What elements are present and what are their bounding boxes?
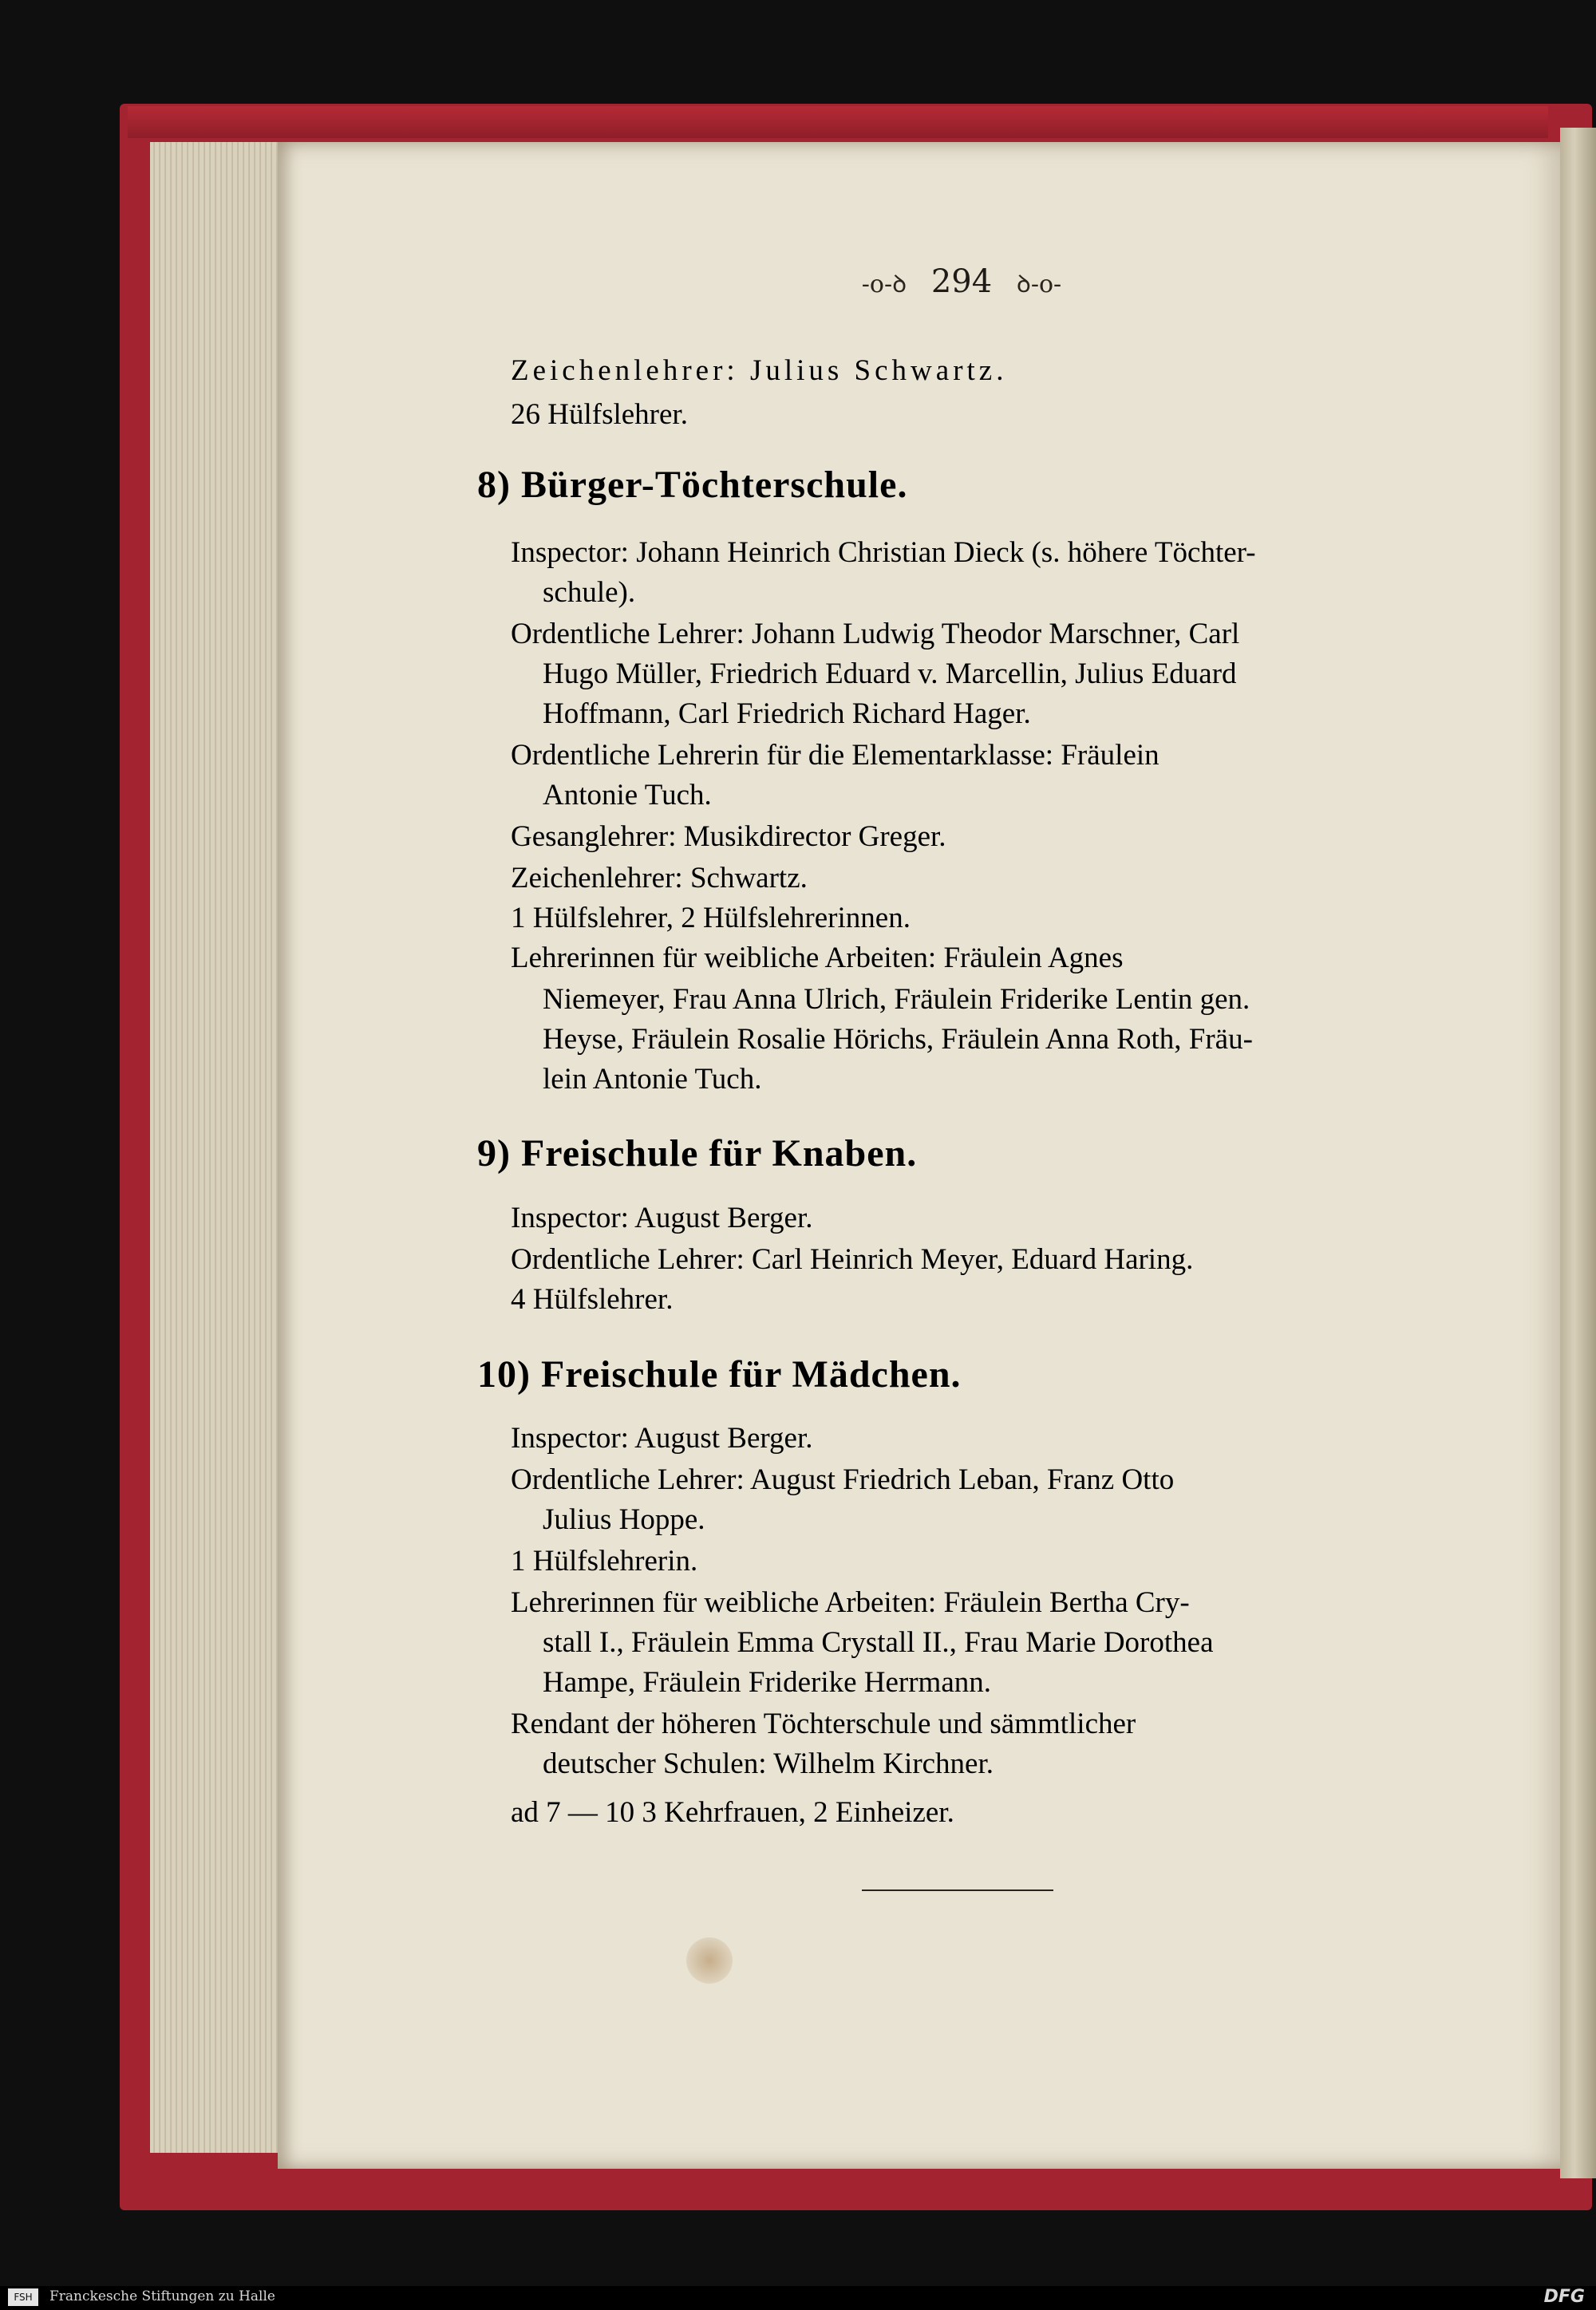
text-line: Inspector: Johann Heinrich Christian Dieck (s. höhere Töchter- xyxy=(511,536,1256,569)
text-line: Zeichenlehrer: Schwartz. xyxy=(511,862,808,894)
dfg-logo: DFG xyxy=(1543,2287,1585,2307)
text-line: Ordentliche Lehrer: Carl Heinrich Meyer, Eduard Haring. xyxy=(511,1243,1194,1276)
institution-name: Franckesche Stiftungen zu Halle xyxy=(49,2288,275,2304)
text-line: Ordentliche Lehrer: Johann Ludwig Theodor Marschner, Carl xyxy=(511,618,1240,650)
cover-top-edge xyxy=(128,106,1548,138)
page-number-row xyxy=(830,263,1093,300)
ornament-left-icon: -o-ꝺ xyxy=(861,270,907,298)
text-line: Ordentliche Lehrer: August Friedrich Leban, Franz Otto xyxy=(511,1463,1175,1496)
book-page xyxy=(278,142,1564,2169)
text-line: Gesanglehrer: Musikdirector Greger. xyxy=(511,820,946,853)
section-heading-10: 10) Freischule für Mädchen. xyxy=(477,1353,962,1396)
text-line: schule). xyxy=(543,576,636,609)
text-line: deutscher Schulen: Wilhelm Kirchner. xyxy=(543,1747,994,1780)
text-line: 1 Hülfslehrerin. xyxy=(511,1545,698,1578)
text-line: Inspector: August Berger. xyxy=(511,1202,813,1234)
text-line: Niemeyer, Frau Anna Ulrich, Fräulein Friderike Lentin gen. xyxy=(543,983,1250,1016)
text-line: Ordentliche Lehrerin für die Elementarklasse: Fräulein xyxy=(511,739,1159,772)
text-line: Antonie Tuch. xyxy=(543,779,712,811)
text-line: Hoffmann, Carl Friedrich Richard Hager. xyxy=(543,697,1031,730)
text-line: Rendant der höheren Töchterschule und sämmtlicher xyxy=(511,1708,1136,1740)
text-line: Hugo Müller, Friedrich Eduard v. Marcellin, Julius Eduard xyxy=(543,657,1237,690)
text-line: Hampe, Fräulein Friderike Herrmann. xyxy=(543,1666,992,1699)
page-edges xyxy=(150,142,282,2153)
text-line: 4 Hülfslehrer. xyxy=(511,1283,674,1316)
text-line: Inspector: August Berger. xyxy=(511,1422,813,1455)
text-line: 1 Hülfslehrer, 2 Hülfslehrerinnen. xyxy=(511,902,911,934)
text-line: 26 Hülfslehrer. xyxy=(511,398,688,431)
closing-rule xyxy=(862,1889,1053,1891)
text-line: stall I., Fräulein Emma Crystall II., Frau Marie Dorothea xyxy=(543,1626,1214,1659)
institution-logo-icon: FSH xyxy=(8,2288,38,2306)
section-heading-8: 8) Bürger-Töchterschule. xyxy=(477,464,908,506)
text-line: Lehrerinnen für weibliche Arbeiten: Fräulein Bertha Cry- xyxy=(511,1586,1190,1619)
text-line: Lehrerinnen für weibliche Arbeiten: Fräulein Agnes xyxy=(511,942,1124,974)
section-heading-9: 9) Freischule für Knaben. xyxy=(477,1132,918,1175)
ornament-right-icon: ꝺ-o- xyxy=(1016,270,1062,298)
text-line: ad 7 — 10 3 Kehrfrauen, 2 Einheizer. xyxy=(511,1796,954,1829)
text-line: Zeichenlehrer: Julius Schwartz. xyxy=(511,354,1008,387)
text-line: lein Antonie Tuch. xyxy=(543,1063,762,1096)
text-line: Julius Hoppe. xyxy=(543,1503,705,1536)
page-number: 294 xyxy=(930,263,993,300)
text-line: Heyse, Fräulein Rosalie Hörichs, Fräulein Anna Roth, Fräu- xyxy=(543,1023,1253,1056)
paper-stain xyxy=(686,1937,733,1984)
facing-page-edge xyxy=(1560,128,1596,2178)
